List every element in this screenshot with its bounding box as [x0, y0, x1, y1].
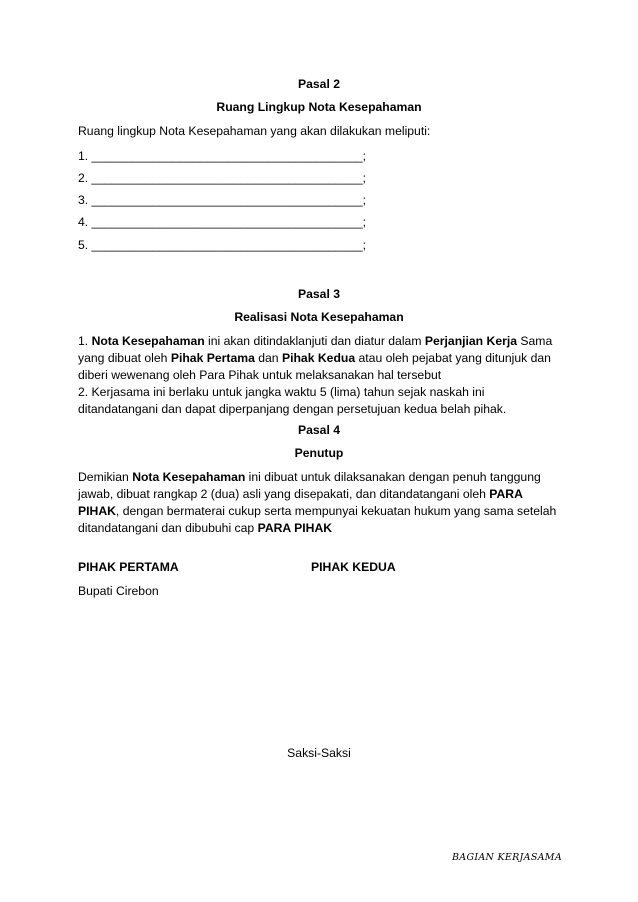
second-party-label: PIHAK KEDUA	[311, 560, 396, 574]
first-party-name: Bupati Cirebon	[78, 584, 159, 598]
scope-item-2: 2. ________________________________________;	[78, 171, 367, 185]
pasal-3-paragraph-1: 1. Nota Kesepahaman ini akan ditindaklanjuti dan diatur dalam Perjanjian Kerja Sama yang dibuat oleh Pihak Pertama dan Pihak Kedua atau oleh pejabat yang ditunjuk dan diberi wewenang oleh Para Pihak untuk melaksanakan hal tersebut	[78, 334, 553, 382]
witnesses-label: Saksi-Saksi	[287, 746, 351, 760]
pasal-3-heading: Pasal 3	[297, 287, 340, 301]
footer-label: BAGIAN KERJASAMA	[452, 852, 562, 863]
scope-item-1: 1. ________________________________________;	[78, 149, 367, 163]
pasal-3-title: Realisasi Nota Kesepahaman	[234, 310, 404, 324]
pasal-2-title: Ruang Lingkup Nota Kesepahaman	[216, 100, 422, 114]
scope-item-4: 4. ________________________________________;	[78, 215, 367, 229]
pasal-3-paragraph-2: 2. Kerjasama ini berlaku untuk jangka waktu 5 (lima) tahun sejak naskah ini ditandatangani dan dapat diperpanjang dengan persetujuan kedua belah pihak.	[78, 385, 507, 416]
first-party-label: PIHAK PERTAMA	[78, 560, 179, 574]
pasal-4-title: Penutup	[294, 446, 344, 460]
pasal-2-intro: Ruang lingkup Nota Kesepahaman yang akan dilakukan meliputi:	[78, 124, 431, 138]
scope-item-5: 5. ________________________________________;	[78, 238, 367, 252]
scope-item-3: 3. ________________________________________;	[78, 193, 367, 207]
pasal-4-paragraph: Demikian Nota Kesepahaman ini dibuat untuk dilaksanakan dengan penuh tanggung jawab, dibuat rangkap 2 (dua) asli yang disepakati, dan ditandatangani oleh PARA PIHAK, dengan bermaterai cukup serta mempunyai kekuatan hukum yang sama setelah ditandatangani dan dibubuhi cap PARA PIHAK	[78, 470, 557, 535]
pasal-4-heading: Pasal 4	[297, 423, 340, 437]
pasal-2-heading: Pasal 2	[297, 77, 340, 91]
